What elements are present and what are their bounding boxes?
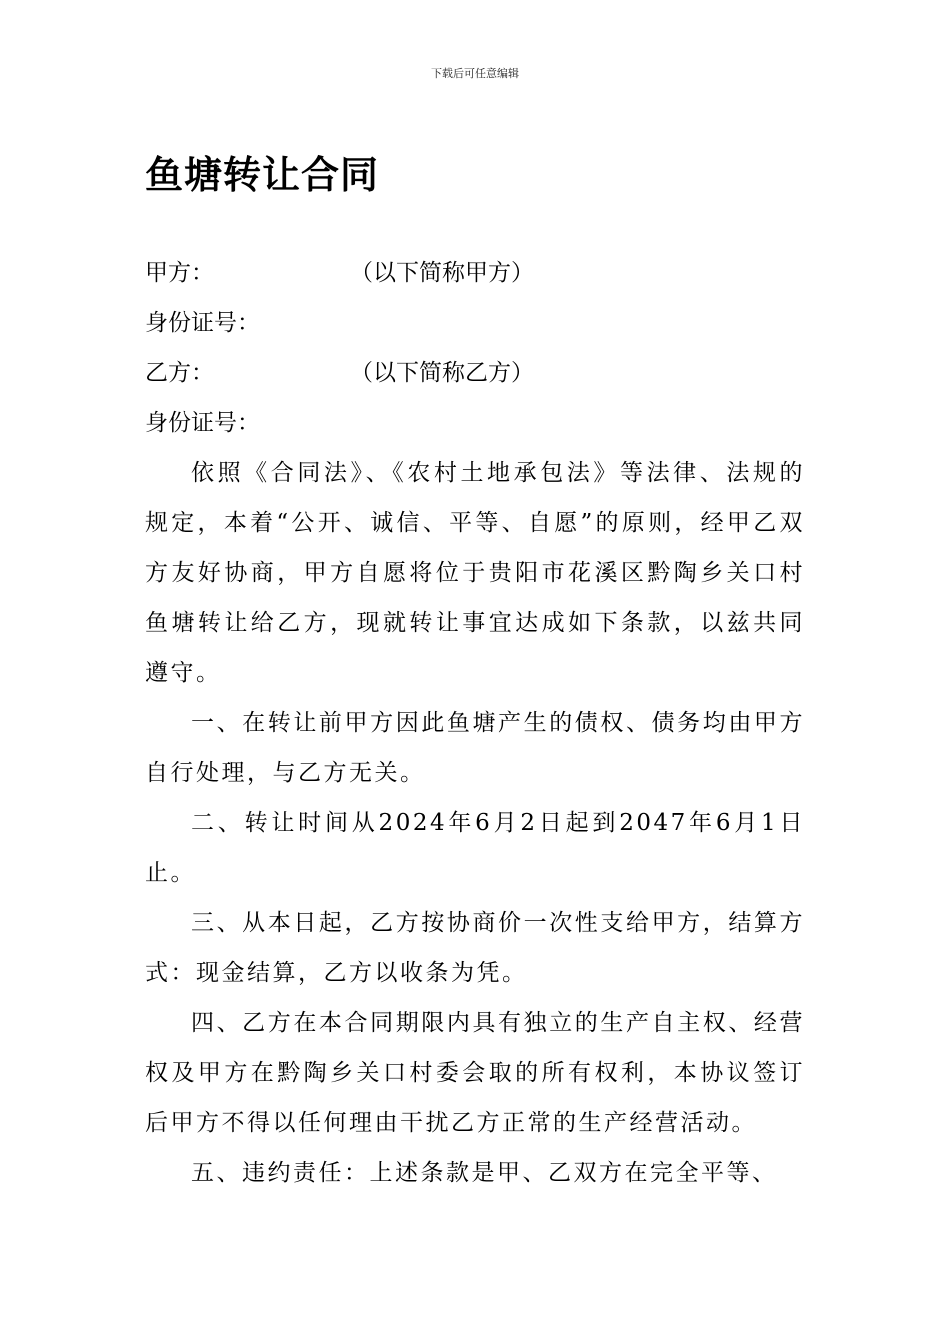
party-b-line	[145, 348, 825, 398]
party-b-id-label: 身份证号：	[145, 410, 260, 436]
party-b-label: 乙方：	[145, 360, 214, 386]
party-b-id-line	[145, 398, 825, 448]
party-a-id-line	[145, 298, 825, 348]
page-header-note: 下载后可任意编辑	[431, 67, 519, 80]
clause-2-paragraph: 二、转让时间从2024年6月2日起到2047年6月1日止。	[145, 810, 805, 886]
party-a-line	[145, 248, 825, 298]
party-info	[145, 248, 825, 448]
party-a-id-label: 身份证号：	[145, 310, 260, 336]
party-a-note: （以下简称甲方）	[350, 260, 534, 286]
clause-4-paragraph: 四、乙方在本合同期限内具有独立的生产自主权、经营权及甲方在黔陶乡关口村委会取的所有权利，本协议签订后甲方不得以任何理由干扰乙方正常的生产经营活动。	[145, 1010, 805, 1136]
document-title: 鱼塘转让合同	[145, 153, 380, 197]
clause-5-paragraph: 五、违约责任：上述条款是甲、乙双方在完全平等、	[191, 1160, 778, 1186]
clause-3-paragraph: 三、从本日起，乙方按协商价一次性支给甲方，结算方式：现金结算，乙方以收条为凭。	[145, 910, 805, 986]
clause-1-paragraph: 一、在转让前甲方因此鱼塘产生的债权、债务均由甲方自行处理，与乙方无关。	[145, 710, 805, 786]
party-a-label: 甲方：	[145, 260, 214, 286]
contract-body	[145, 448, 805, 1198]
party-b-note: （以下简称乙方）	[350, 360, 534, 386]
preamble-paragraph: 依照《合同法》、《农村土地承包法》等法律、法规的规定，本着“公开、诚信、平等、自愿”的原则，经甲乙双方友好协商，甲方自愿将位于贵阳市花溪区黔陶乡关口村鱼塘转让给乙方，现就转让事宜达成如下条款，以兹共同遵守。	[145, 460, 805, 686]
